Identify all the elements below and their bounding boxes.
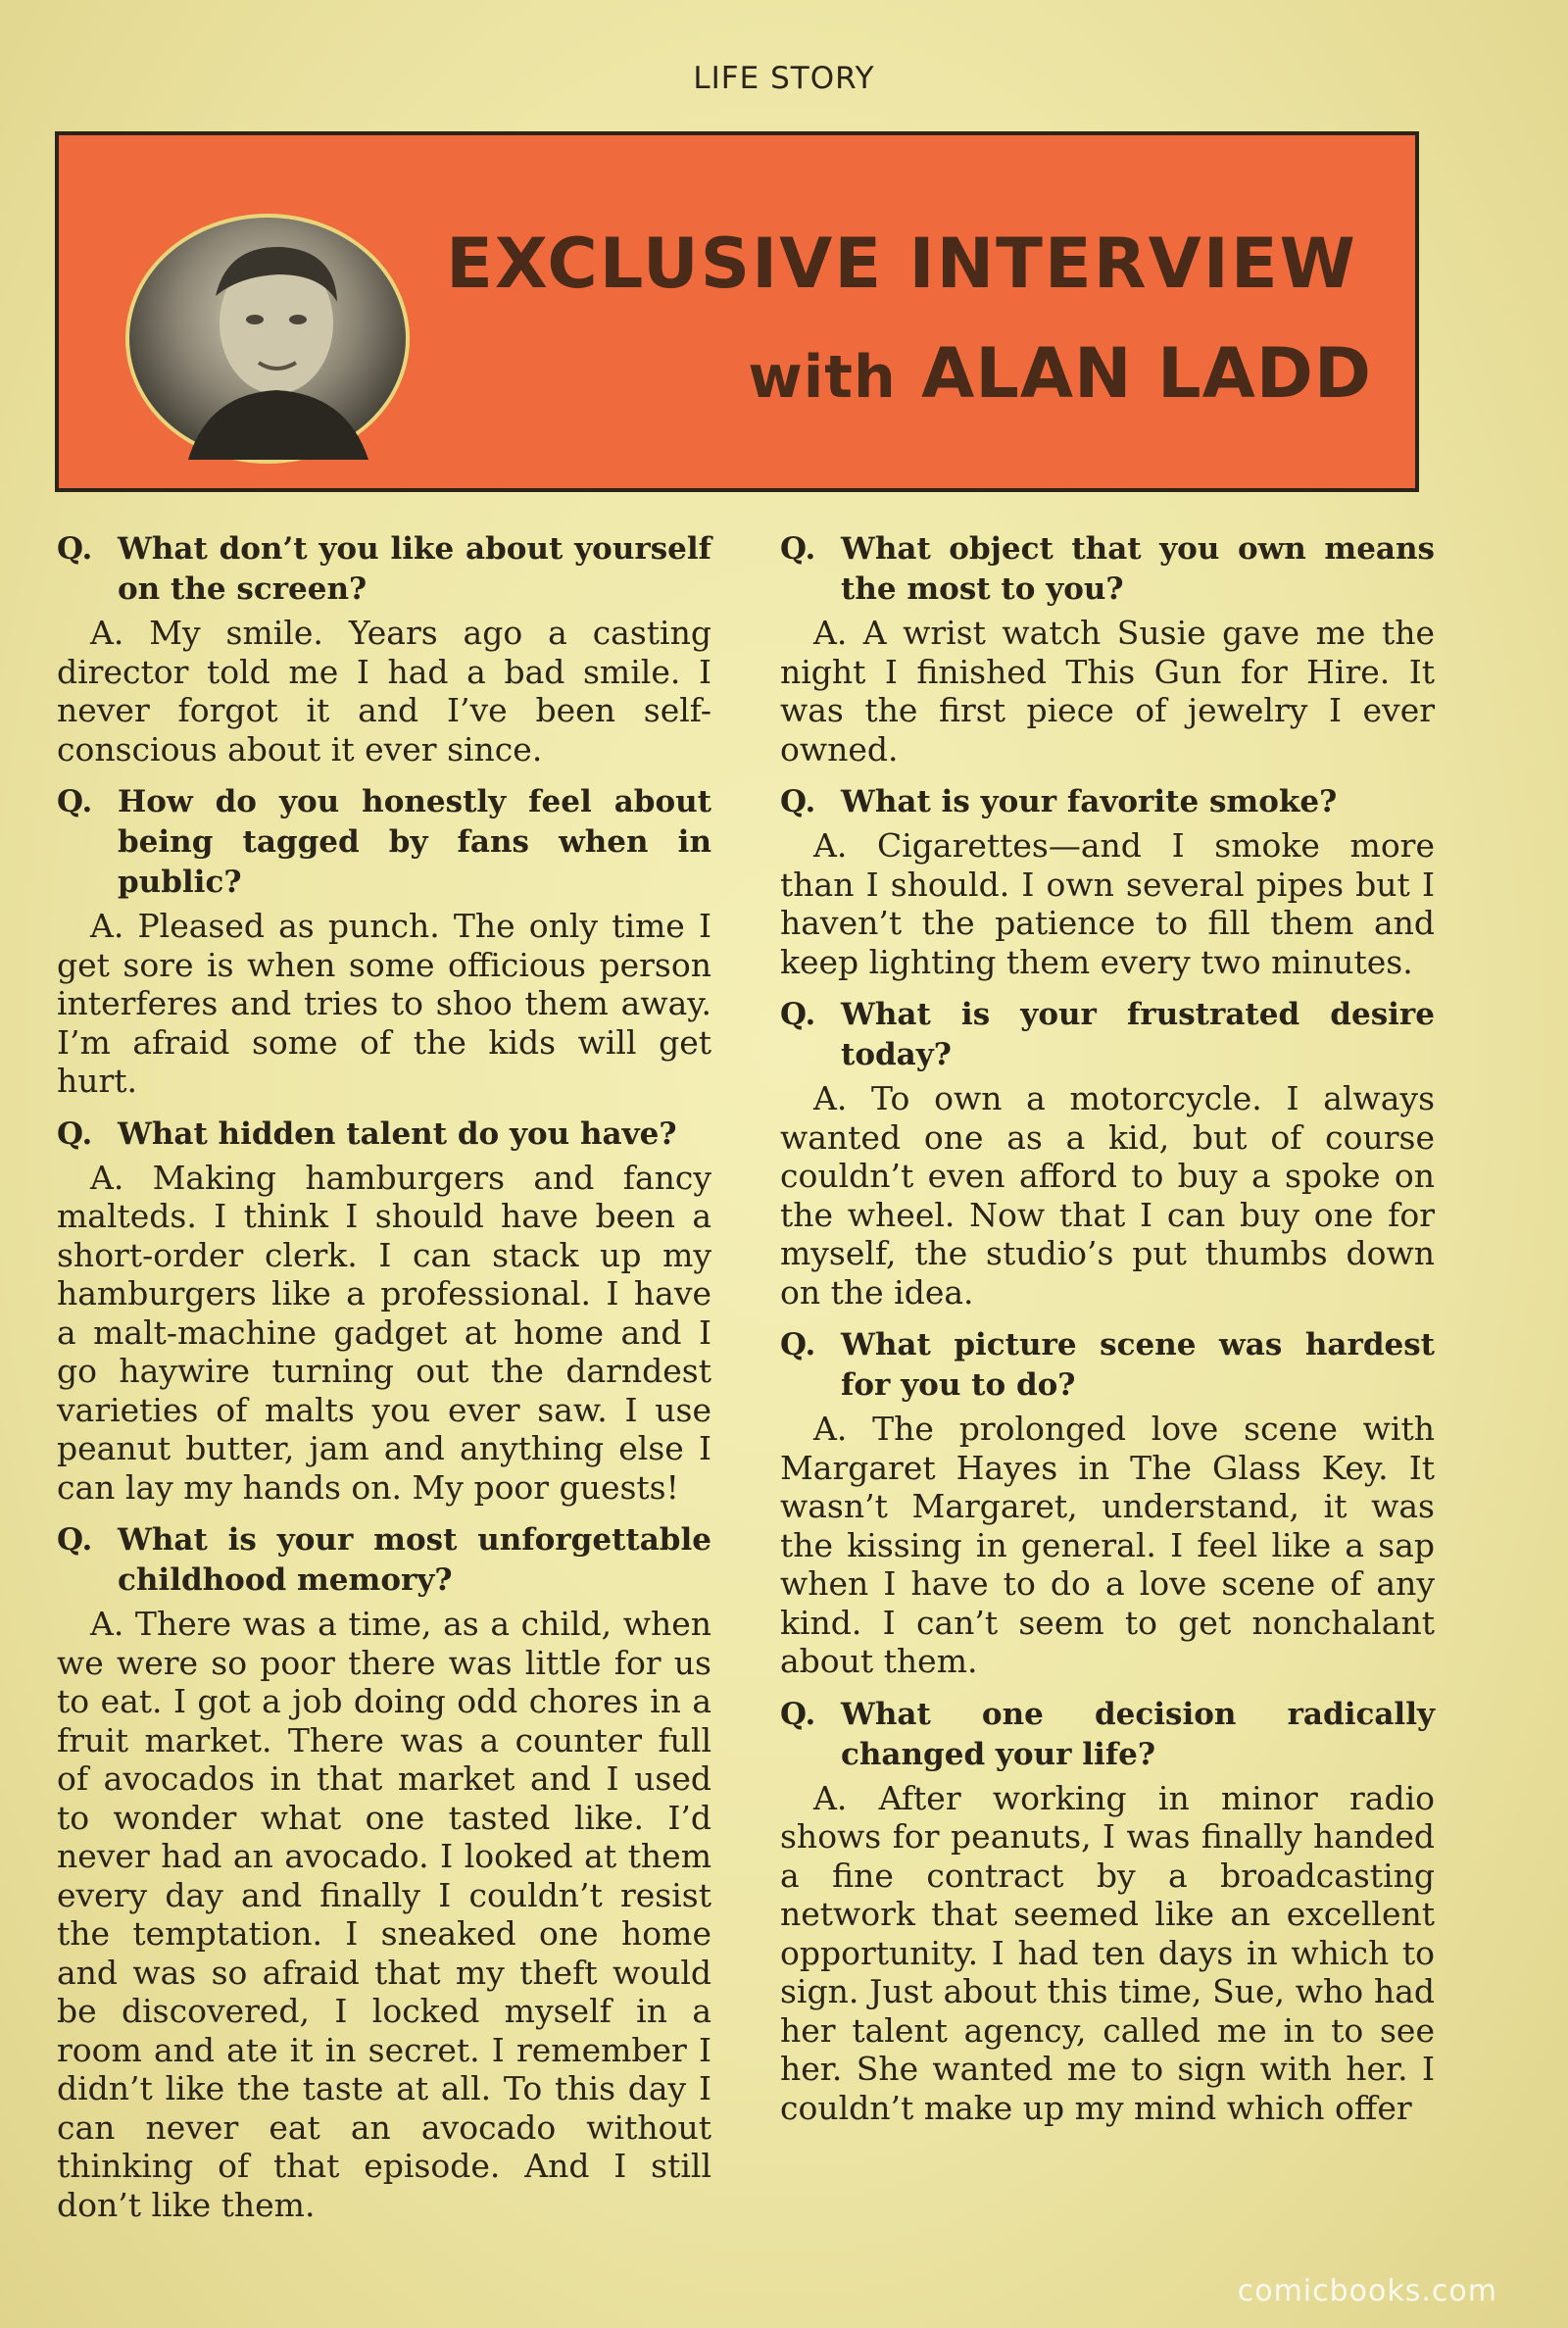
q-marker: Q. [57, 1115, 93, 1152]
q-marker: Q. [780, 784, 816, 819]
question-text: What is your most unforgettable childhood memory? [118, 1522, 711, 1598]
q-marker: Q. [57, 531, 93, 567]
question [780, 529, 1435, 610]
answer: A. Pleased as punch. The only time I get sore is when some officious person interferes and tries to shoo them away. I’m afraid some of the kids will get hurt. [57, 907, 711, 1100]
question [57, 1520, 711, 1601]
q-marker: Q. [57, 784, 93, 819]
q-marker: Q. [57, 1522, 93, 1558]
answer: A. My smile. Years ago a casting director told me I had a bad smile. I never forgot it and I’ve been self-conscious about it ever since. [57, 614, 711, 768]
question-text: What one decision radically changed your life? [841, 1696, 1435, 1772]
q-marker: Q. [780, 997, 816, 1032]
qa-item [57, 1520, 711, 2224]
question [57, 1114, 711, 1155]
answer: A. There was a time, as a child, when we were so poor there was little for us to eat. I got a job doing odd chores in a fruit market. There was a counter full of avocados in that market and I used to wonder what one tasted like. I’d never had an avocado. I looked at them every day and finally I couldn’t resist the temptation. I sneaked one home and was so afraid that my theft would be discovered, I locked myself in a room and ate it in secret. I remember I didn’t like the taste at all. To this day I can never eat an avocado without thinking of that episode. And I still don’t like them. [57, 1605, 711, 2224]
qa-item [780, 529, 1435, 768]
question [57, 782, 711, 903]
banner-title-line1: EXCLUSIVE INTERVIEW [446, 223, 1357, 304]
q-marker: Q. [780, 1327, 816, 1362]
answer: A. The prolonged love scene with Margaret Hayes in The Glass Key. It wasn’t Margaret, understand, it was the kissing in general. I feel like a sap when I have to do a love scene of any kind. I can’t seem to get nonchalant about them. [780, 1410, 1435, 1680]
answer: A. Cigarettes—and I smoke more than I should. I own several pipes but I haven’t the patience to fill them and keep lighting them every two minutes. [780, 826, 1435, 981]
banner-with: with [748, 343, 897, 412]
question-text: How do you honestly feel about being tagged by fans when in public? [118, 784, 711, 900]
question-text: What is your favorite smoke? [841, 784, 1338, 819]
running-head: LIFE STORY [693, 61, 875, 96]
portrait-photo [125, 214, 410, 464]
question [780, 995, 1435, 1075]
qa-item [57, 529, 711, 768]
title-banner [55, 131, 1419, 492]
portrait-illustration [129, 218, 406, 460]
watermark: comicbooks.com [1237, 2274, 1497, 2308]
qa-item [780, 1325, 1435, 1681]
answer: A. A wrist watch Susie gave me the night I finished This Gun for Hire. It was the first piece of jewelry I ever owned. [780, 614, 1435, 768]
question [780, 782, 1435, 822]
question-text: What hidden talent do you have? [118, 1115, 677, 1152]
answer: A. Making hamburgers and fancy malteds. I think I should have been a short-order clerk. I can stack up my hamburgers like a professional. I have a malt-machine gadget at home and I go haywire turning out the darndest varieties of malts you ever saw. I use peanut butter, jam and anything else I can lay my hands on. My poor guests! [57, 1158, 711, 1507]
answer: A. To own a motorcycle. I always wanted one as a kid, but of course couldn’t even afford to buy a spoke on the wheel. Now that I can buy one for myself, the studio’s put thumbs down on the idea. [780, 1079, 1435, 1312]
banner-name: ALAN LADD [921, 333, 1372, 414]
qa-item [780, 1695, 1435, 2128]
q-marker: Q. [780, 1696, 816, 1732]
question-text: What picture scene was hardest for you to do? [841, 1327, 1435, 1403]
question-text: What is your frustrated desire today? [841, 997, 1435, 1072]
question [780, 1695, 1435, 1775]
question [57, 529, 711, 610]
left-column [57, 529, 711, 2238]
right-column [780, 529, 1435, 2141]
qa-item [780, 995, 1435, 1312]
question-text: What object that you own means the most to you? [841, 531, 1435, 607]
qa-item [57, 1114, 711, 1508]
question [780, 1325, 1435, 1406]
qa-item [57, 782, 711, 1101]
question-text: What don’t you like about yourself on the screen? [118, 531, 711, 607]
answer: A. After working in minor radio shows for peanuts, I was finally handed a fine contract by a broadcasting network that seemed like an excellent opportunity. I had ten days in which to sign. Just about this time, Sue, who had her talent agency, called me in to see her. She wanted me to sign with her. I couldn’t make up my mind which offer [780, 1778, 1435, 2127]
banner-title-line2 [431, 333, 1372, 414]
q-marker: Q. [780, 531, 816, 567]
qa-item [780, 782, 1435, 981]
